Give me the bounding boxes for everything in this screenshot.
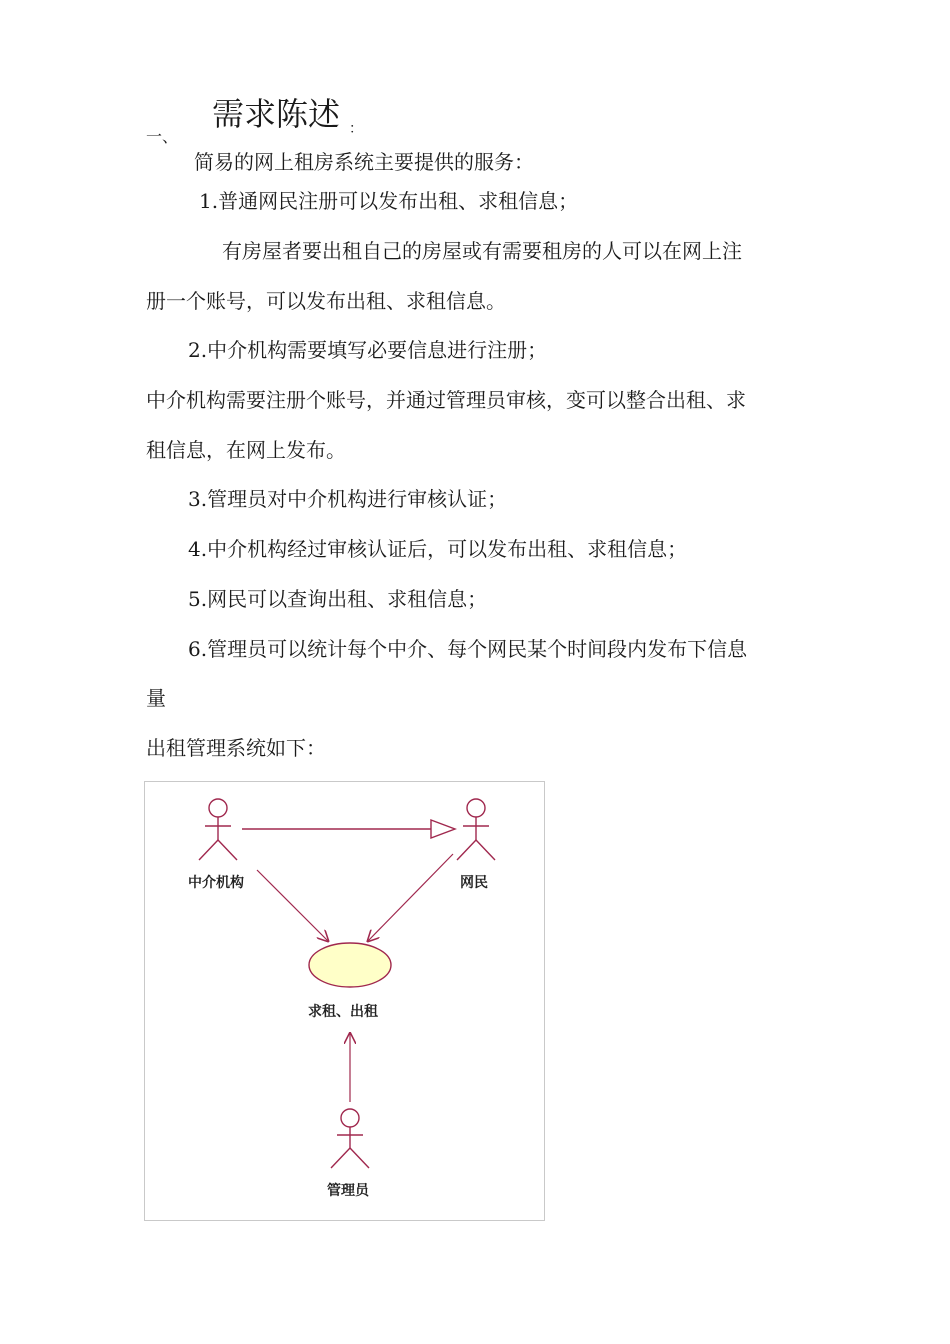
association-netizen-usecase — [367, 854, 453, 942]
diagram-caption: 出租管理系统如下： — [146, 736, 326, 760]
actor-netizen-icon — [457, 799, 495, 860]
use-case-ellipse — [309, 943, 391, 987]
actor-admin-label: 管理员 — [327, 1183, 369, 1199]
service-item-1-desc-line1: 有房屋者要出租自己的房屋或有需要租房的人可以在网上注 — [222, 239, 742, 263]
heading-colon: ： — [349, 121, 363, 137]
service-item-3: 3.管理员对中介机构进行审核认证； — [188, 487, 508, 511]
heading-number: 一、 — [146, 127, 179, 146]
service-item-1: 1.普通网民注册可以发布出租、求租信息； — [199, 189, 579, 213]
service-item-1-desc-line2: 册一个账号，可以发布出租、求租信息。 — [146, 289, 506, 313]
service-item-2: 2.中介机构需要填写必要信息进行注册； — [188, 338, 548, 362]
service-item-5: 5.网民可以查询出租、求租信息； — [188, 587, 488, 611]
service-item-4: 4.中介机构经过审核认证后，可以发布出租、求租信息； — [188, 537, 688, 561]
actor-netizen-label: 网民 — [460, 875, 488, 891]
service-item-2-desc-line1: 中介机构需要注册个账号，并通过管理员审核，变可以整合出租、求 — [146, 388, 746, 412]
actor-admin-icon — [331, 1109, 369, 1168]
service-item-6-line2: 量 — [146, 686, 166, 710]
use-case-label: 求租、出租 — [308, 1004, 378, 1020]
association-agency-usecase — [257, 870, 329, 942]
section-title: 需求陈述 — [212, 95, 341, 133]
paragraph-intro: 简易的网上租房系统主要提供的服务： — [194, 150, 534, 174]
use-case-diagram — [144, 781, 545, 1221]
service-item-6-line1: 6.管理员可以统计每个中介、每个网民某个时间段内发布下信息 — [188, 637, 748, 661]
actor-agency-icon — [199, 799, 237, 860]
generalization-arrow — [242, 820, 455, 838]
service-item-2-desc-line2: 租信息，在网上发布。 — [146, 438, 346, 462]
actor-agency-label: 中介机构 — [188, 875, 244, 891]
